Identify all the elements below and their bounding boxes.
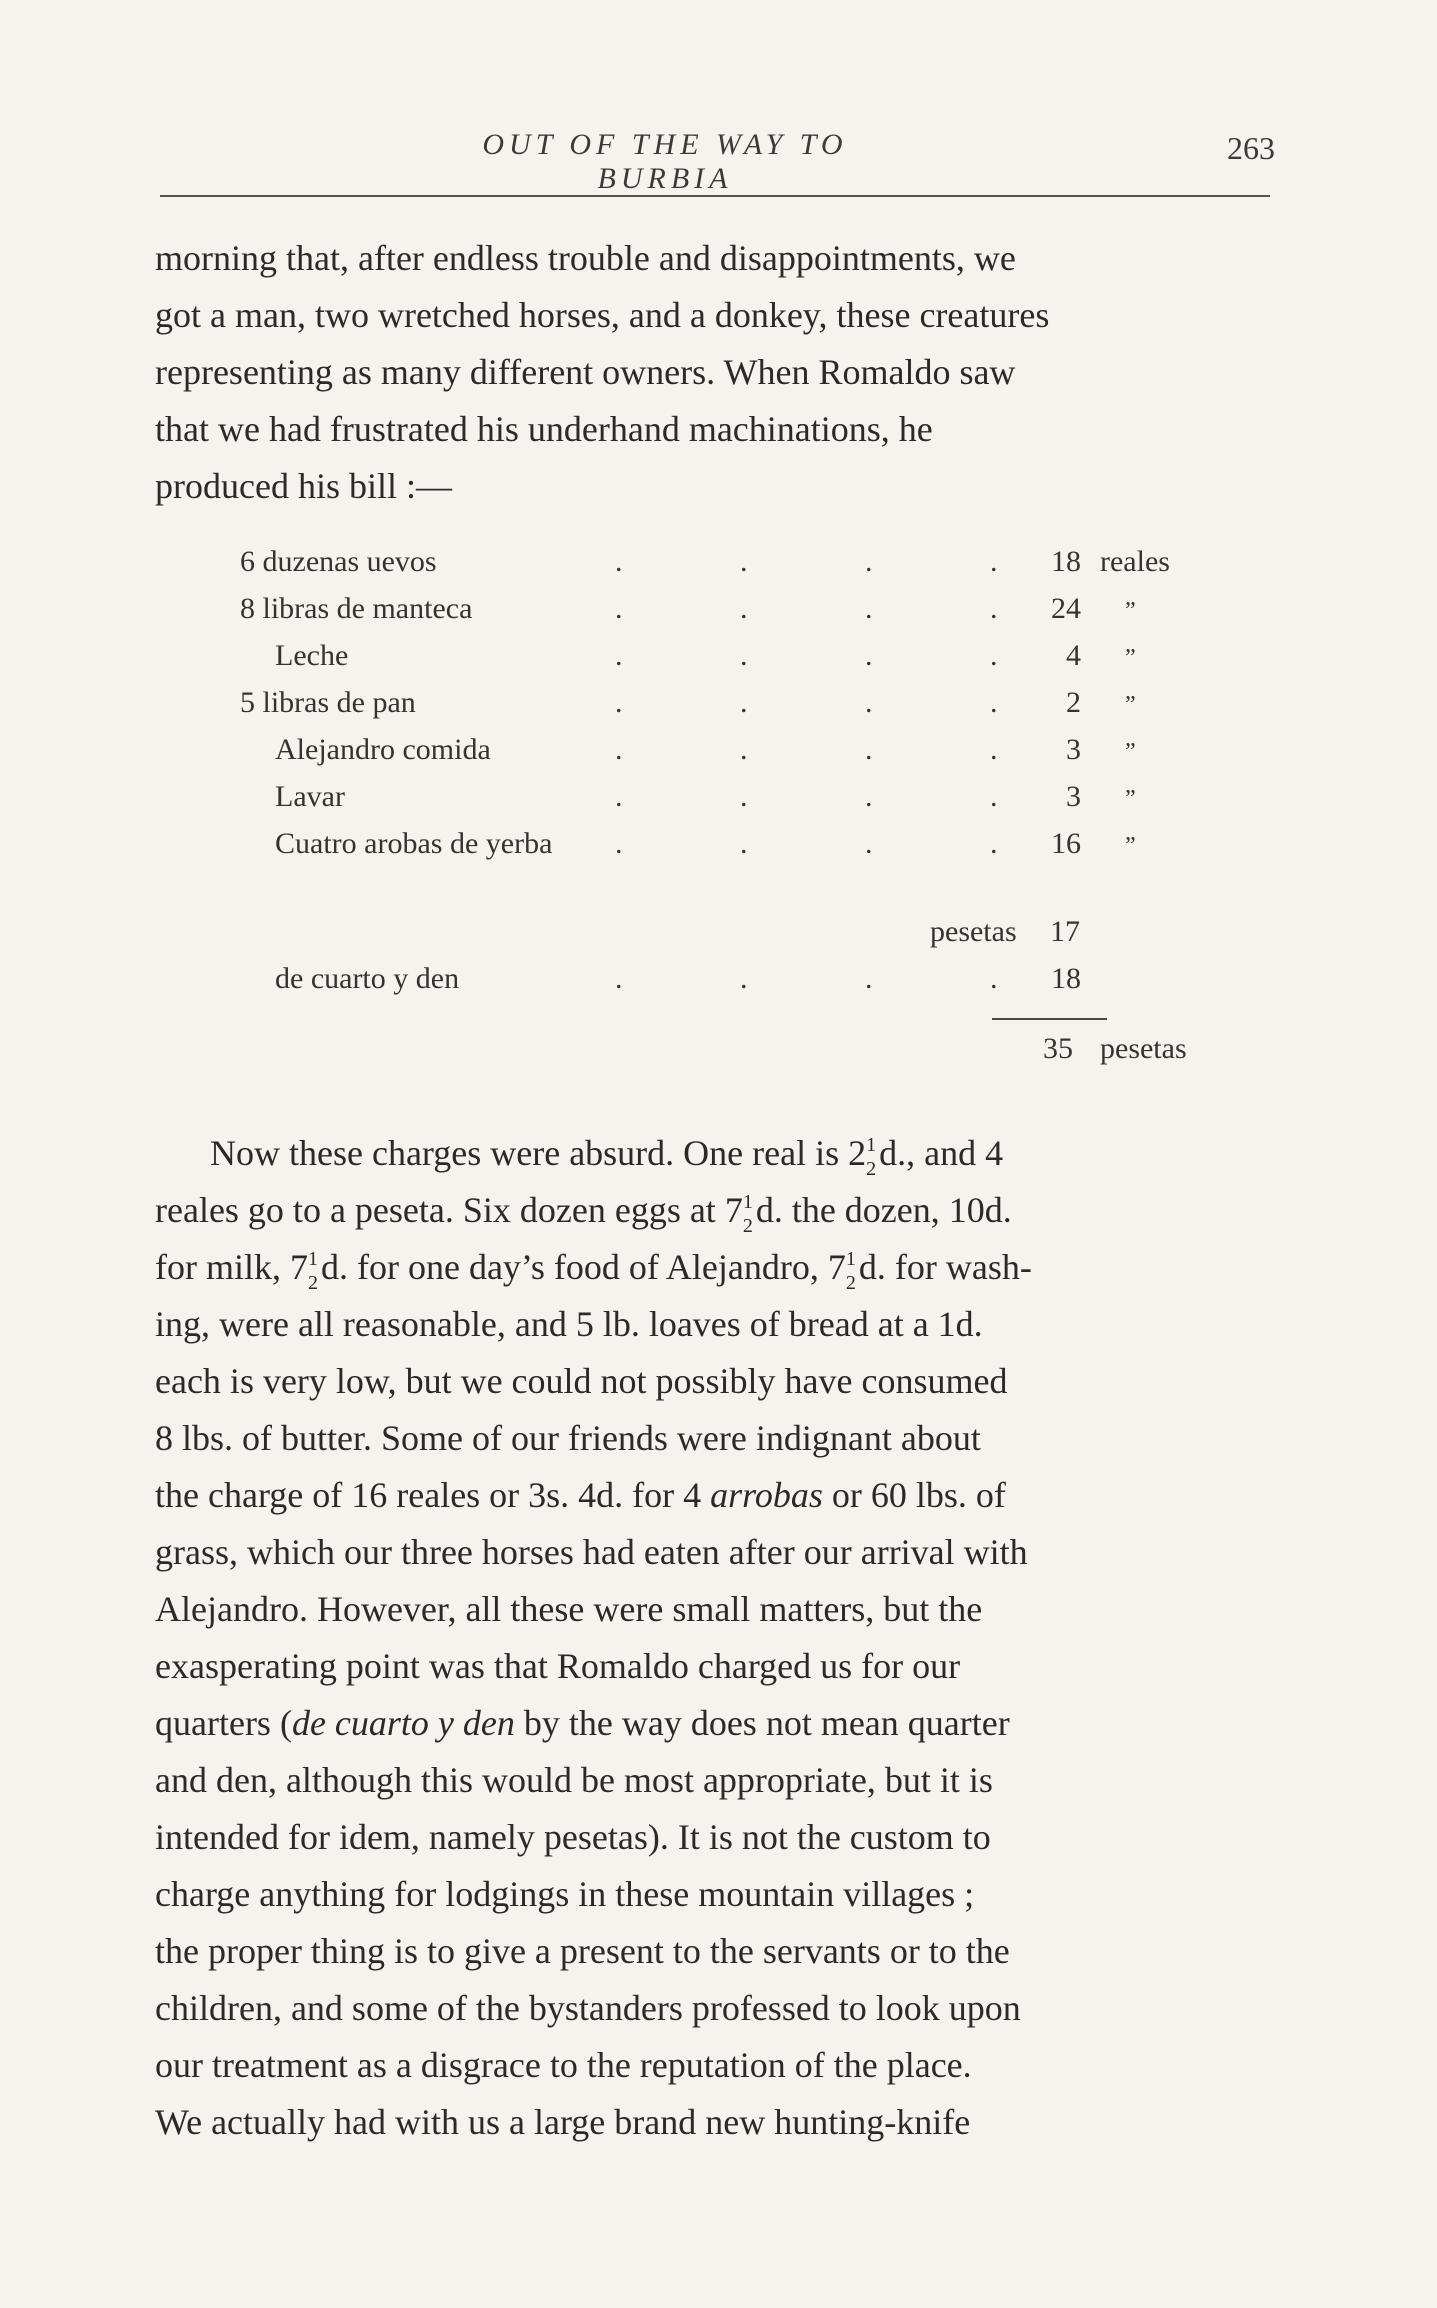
text-segment: the charge of 16 reales or 3s. 4d. for 4 [155,1475,711,1515]
bill-item: Alejandro comida [275,733,491,766]
bill-amount: 18 [1051,962,1081,995]
text-line: charge anything for lodgings in these mountain villages ; [155,1874,975,1914]
paragraph-1 [155,230,1265,515]
leader-dot: . [865,780,873,813]
leader-dot: . [740,827,748,860]
text-line: our treatment as a disgrace to the reputation of the place. [155,2045,972,2085]
text-line: intended for idem, namely pesetas). It is not the custom to [155,1817,991,1857]
fraction-half [866,1125,879,1182]
leader-dot: . [865,545,873,578]
total-rule [992,1018,1107,1020]
leader-dot: . [865,686,873,719]
leader-dot: . [990,592,998,625]
bill-row [240,545,1200,591]
leader-dot: . [740,962,748,995]
fraction-numerator: 1 [307,1248,318,1270]
leader-dot: . [615,545,623,578]
leader-dot: . [990,962,998,995]
text-segment: quarters ( [155,1703,292,1743]
text-line: Alejandro. However, all these were small matters, but the [155,1589,983,1629]
leader-dot: . [990,639,998,672]
text-line: 8 lbs. of butter. Some of our friends were indignant about [155,1418,981,1458]
running-head [155,128,1275,195]
bill-amount: 4 [1066,639,1081,672]
leader-dot: . [615,827,623,860]
bill-item: 8 libras de manteca [240,592,473,625]
bill-row [240,733,1200,779]
text-segment: reales go to a peseta. Six dozen eggs at 7 [155,1190,743,1230]
text-line: and den, although this would be most appropriate, but it is [155,1760,993,1800]
paragraph-2 [155,1125,1265,2151]
bill-item: de cuarto y den [275,962,460,995]
text-segment: by the way does not mean quarter [514,1703,1010,1743]
text-line: exasperating point was that Romaldo charged us for our [155,1646,961,1686]
bill-row [240,592,1200,638]
fraction-numerator: 1 [866,1134,877,1156]
bill-amount: 16 [1051,827,1081,860]
ditto-mark: ” [1125,739,1136,765]
bill-item: 6 duzenas uevos [240,545,437,578]
subtotal-row [240,915,1200,961]
leader-dot: . [865,592,873,625]
leader-dot: . [865,827,873,860]
leader-dot: . [990,733,998,766]
text-segment: d. for one day’s food of Alejandro, 7 [320,1247,846,1287]
leader-dot: . [615,592,623,625]
text-line: produced his bill :— [155,466,452,506]
bill-amount: 24 [1051,592,1081,625]
header-rule [160,195,1270,197]
leader-dot: . [615,780,623,813]
text-line: children, and some of the bystanders professed to look upon [155,1988,1021,2028]
fraction-denominator: 2 [845,1272,856,1294]
fraction-denominator: 2 [307,1272,318,1294]
text-line: ing, were all reasonable, and 5 lb. loaves of bread at a 1d. [155,1304,983,1344]
text-line: morning that, after endless trouble and disappointments, we [155,238,1016,278]
leader-dot: . [740,545,748,578]
running-title: OUT OF THE WAY TO BURBIA [482,128,848,195]
leader-dot: . [615,962,623,995]
text-line: the proper thing is to give a present to the servants or to the [155,1931,1010,1971]
leader-dot: . [865,639,873,672]
leader-dot: . [865,733,873,766]
italic-term: de cuarto y den [291,1703,515,1743]
bill-row [240,827,1200,873]
bill-item: Lavar [275,780,345,813]
fraction-half [743,1182,756,1239]
fraction-denominator: 2 [742,1215,753,1237]
bill-row [240,780,1200,826]
fraction-half [846,1239,859,1296]
text-line [155,1239,1265,1296]
text-line [155,1467,1265,1524]
bill-amount: 3 [1066,733,1081,766]
text-segment: d. the dozen, 10d. [755,1190,1012,1230]
ditto-mark: ” [1125,786,1136,812]
text-segment: d., and 4 [879,1133,1004,1173]
fraction-half [308,1239,321,1296]
text-line: that we had frustrated his underhand machinations, he [155,409,933,449]
bill-row [240,639,1200,685]
page-number: 263 [1227,130,1275,166]
leader-dot: . [615,686,623,719]
leader-dot: . [990,686,998,719]
text-segment: for milk, 7 [155,1247,308,1287]
text-line: representing as many different owners. When Romaldo saw [155,352,1016,392]
italic-term: arrobas [710,1475,823,1515]
text-line [155,1695,1265,1752]
text-segment: Now these charges were absurd. One real is 2 [210,1133,867,1173]
bill-item: Leche [275,639,349,672]
leader-dot: . [740,780,748,813]
text-segment: or 60 lbs. of [822,1475,1006,1515]
text-line: got a man, two wretched horses, and a donkey, these creatures [155,295,1050,335]
bill-item: 5 libras de pan [240,686,416,719]
leader-dot: . [990,545,998,578]
leader-dot: . [740,639,748,672]
leader-dot: . [615,733,623,766]
ditto-mark: ” [1125,645,1136,671]
bill-amount: 2 [1066,686,1081,719]
total-unit: pesetas [1100,1032,1187,1065]
fraction-numerator: 1 [742,1191,753,1213]
total-amount: 35 [1043,1032,1073,1065]
bill-table [240,545,1200,1065]
ditto-mark: ” [1125,833,1136,859]
bill-item: Cuatro arobas de yerba [275,827,553,860]
leader-dot: . [615,639,623,672]
text-line: We actually had with us a large brand new hunting-knife [155,2102,971,2142]
leader-dot: . [740,733,748,766]
text-line: grass, which our three horses had eaten after our arrival with [155,1532,1028,1572]
leader-dot: . [740,686,748,719]
text-line: each is very low, but we could not possibly have consumed [155,1361,1008,1401]
leader-dot: . [990,780,998,813]
bill-row [240,962,1200,1008]
text-segment: d. for wash- [858,1247,1032,1287]
bill-unit: reales [1100,545,1170,578]
leader-dot: . [865,962,873,995]
text-line [155,1182,1265,1239]
subtotal-label: pesetas [930,915,1017,948]
subtotal-amount: 17 [1050,915,1080,948]
fraction-numerator: 1 [845,1248,856,1270]
fraction-denominator: 2 [866,1158,877,1180]
ditto-mark: ” [1125,598,1136,624]
total-row [240,1032,1200,1078]
text-line [155,1125,1265,1182]
bill-row [240,686,1200,732]
leader-dot: . [740,592,748,625]
ditto-mark: ” [1125,692,1136,718]
bill-amount: 18 [1051,545,1081,578]
bill-amount: 3 [1066,780,1081,813]
leader-dot: . [990,827,998,860]
